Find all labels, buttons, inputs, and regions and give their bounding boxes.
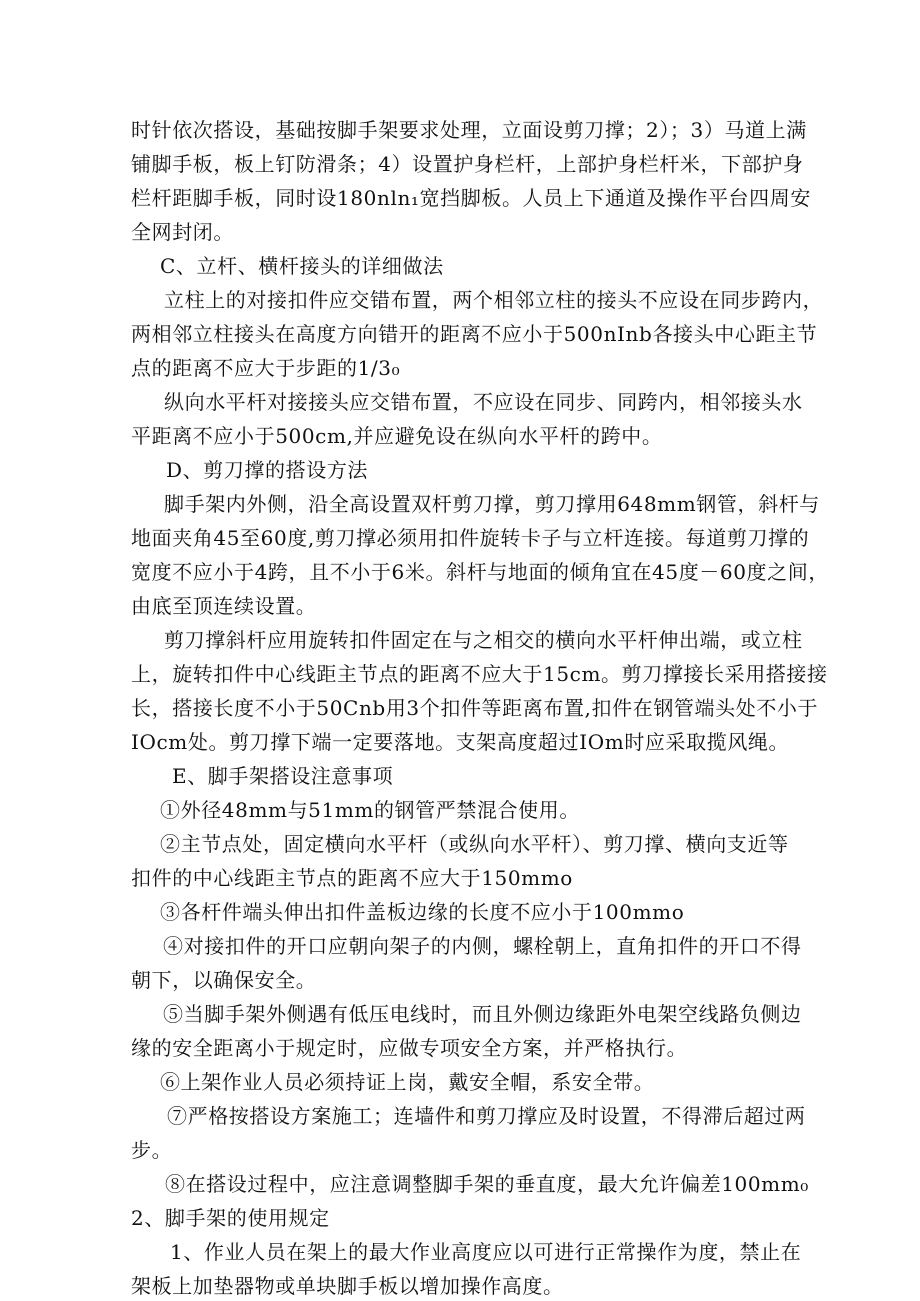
text-line: 1、作业人员在架上的最大作业高度应以可进行正常操作为度，禁止在 — [170, 1240, 802, 1264]
text-line: 宽度不应小于4跨，且不小于6米。斜杆与地面的倾角宜在45度－60度之间， — [131, 560, 829, 584]
text-line: 立柱上的对接扣件应交错布置，两个相邻立柱的接头不应设在同步跨内， — [164, 288, 824, 312]
text-line: 栏杆距脚手板，同时设180nln₁宽挡脚板。人员上下通道及操作平台四周安 — [131, 186, 811, 210]
text-line: 剪刀撑斜杆应用旋转扣件固定在与之相交的横向水平杆伸出端，或立柱 — [164, 628, 803, 652]
list-item: ⑧在搭设过程中，应注意调整脚手架的垂直度，最大允许偏差100mm₀ — [165, 1172, 809, 1196]
text-line: 点的距离不应大于步距的1/3₀ — [131, 356, 401, 380]
text-line: 扣件的中心线距主节点的距离不应大于150mmo — [131, 866, 573, 890]
section-heading-d: D、剪刀撑的搭设方法 — [166, 458, 369, 482]
text-line: 平距离不应小于500cm,并应避免设在纵向水平杆的跨中。 — [131, 424, 663, 448]
section-heading-e: E、脚手架搭设注意事项 — [172, 764, 394, 788]
text-line: 由底至顶连续设置。 — [131, 594, 317, 618]
text-line: 全网封闭。 — [131, 220, 234, 244]
text-line: 缘的安全距离小于规定时，应做专项安全方案，并严格执行。 — [131, 1036, 688, 1060]
text-line: 铺脚手板，板上钉防滑条；4）设置护身栏杆，上部护身栏杆米，下部护身 — [131, 152, 804, 176]
list-item: ④对接扣件的开口应朝向架子的内侧，螺栓朝上，直角扣件的开口不得 — [163, 934, 802, 958]
section-heading-2: 2、脚手架的使用规定 — [131, 1206, 330, 1230]
text-line: 纵向水平杆对接接头应交错布置，不应设在同步、同跨内，相邻接头水 — [164, 390, 803, 414]
text-line: IOcm处。剪刀撑下端一定要落地。支架高度超过IOm时应采取揽风绳。 — [131, 730, 790, 754]
list-item: ②主节点处，固定横向水平杆（或纵向水平杆）、剪刀撑、横向支近等 — [160, 832, 789, 856]
list-item: ①外径48mm与51mm的钢管严禁混合使用。 — [160, 798, 580, 822]
section-heading-c: C、立杆、横杆接头的详细做法 — [160, 254, 444, 278]
text-line: 脚手架内外侧，沿全高设置双杆剪刀撑，剪刀撑用648mm钢管，斜杆与 — [164, 492, 820, 516]
text-line: 上，旋转扣件中心线距主节点的距离不应大于15cm。剪刀撑接长采用搭接接 — [131, 662, 828, 686]
text-line: 步。 — [131, 1138, 173, 1162]
text-line: 架板上加垫器物或单块脚手板以增加操作高度。 — [131, 1274, 564, 1298]
list-item: ⑥上架作业人员必须持证上岗，戴安全帽，系安全带。 — [160, 1070, 655, 1094]
text-line: 朝下，以确保安全。 — [131, 968, 317, 992]
list-item: ⑦严格按搭设方案施工；连墙件和剪刀撑应及时设置，不得滞后超过两 — [167, 1104, 806, 1128]
text-line: 时针依次搭设，基础按脚手架要求处理，立面设剪刀撑；2）；3）马道上满 — [131, 118, 807, 142]
text-line: 长，搭接长度不小于50Cnb用3个扣件等距离布置,扣件在钢管端头处不小于 — [131, 696, 819, 720]
list-item: ③各杆件端头伸出扣件盖板边缘的长度不应小于100mmo — [160, 900, 685, 924]
text-line: 地面夹角45至60度,剪刀撑必须用扣件旋转卡子与立杆连接。每道剪刀撑的 — [131, 526, 810, 550]
list-item: ⑤当脚手架外侧遇有低压电线时，而且外侧边缘距外电架空线路负侧边 — [163, 1002, 802, 1026]
text-line: 两相邻立柱接头在高度方向错开的距离不应小于500nInb各接头中心距主节 — [131, 322, 818, 346]
